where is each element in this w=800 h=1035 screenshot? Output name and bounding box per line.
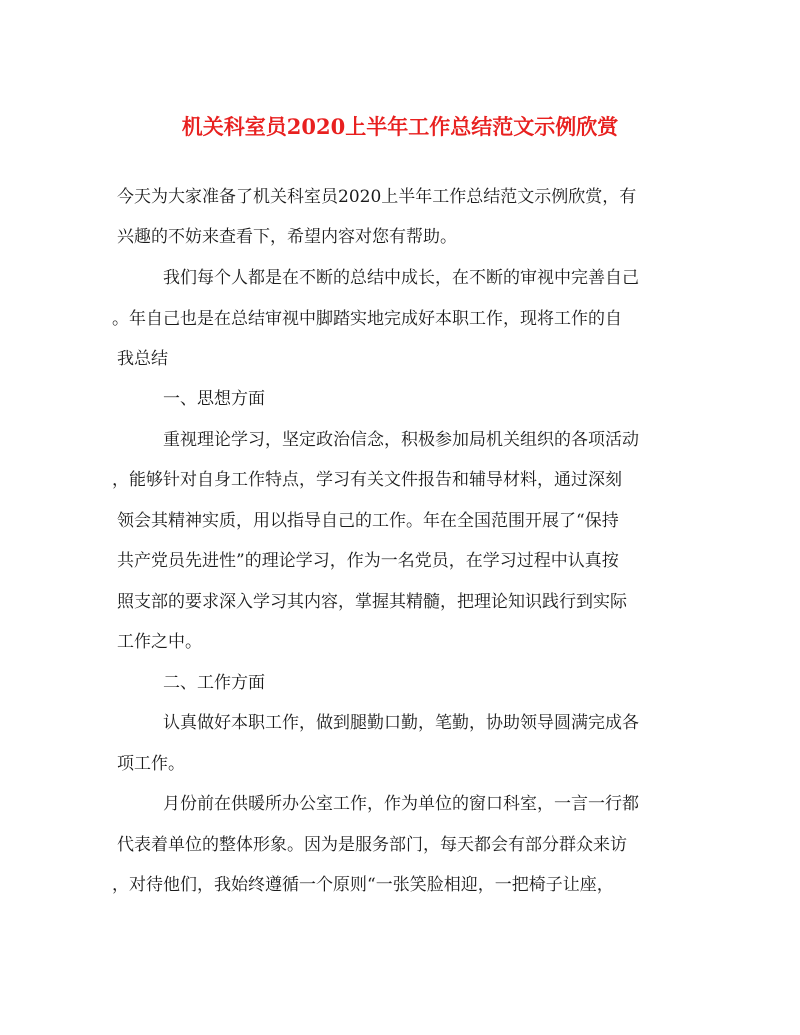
section-heading: 一、思想方面 [163,389,265,409]
text-line: 今天为大家准备了机关科室员2020上半年工作总结范文示例欣赏，有 [117,187,637,207]
text-line: 月份前在供暖所办公室工作，作为单位的窗口科室，一言一行都 [163,794,639,814]
text-line: 我们每个人都是在不断的总结中成长，在不断的审视中完善自己 [163,268,639,288]
section-heading: 二、工作方面 [163,673,265,693]
text-line: 工作之中。 [117,632,202,652]
text-line: 代表着单位的整体形象。因为是服务部门，每天都会有部分群众来访 [117,835,627,855]
text-line: 共产党员先进性”的理论学习，作为一名党员，在学习过程中认真按 [117,551,619,571]
text-line: 重视理论学习，坚定政治信念，积极参加局机关组织的各项活动 [163,430,639,450]
text-line: 我总结 [117,349,168,369]
text-line: 领会其精神实质，用以指导自己的工作。年在全国范围开展了“保持 [117,511,619,531]
text-line: ，对待他们，我始终遵循一个原则“一张笑脸相迎，一把椅子让座， [112,875,614,895]
document-title: 机关科室员2020上半年工作总结范文示例欣赏 [181,114,619,139]
text-line: 认真做好本职工作，做到腿勤口勤，笔勤，协助领导圆满完成各 [163,713,639,733]
text-line: ，能够针对自身工作特点，学习有关文件报告和辅导材料，通过深刻 [112,470,622,490]
text-line: 项工作。 [117,754,185,774]
text-line: 。年自己也是在总结审视中脚踏实地完成好本职工作，现将工作的自 [112,309,622,329]
text-line: 照支部的要求深入学习其内容，掌握其精髓，把理论知识践行到实际 [117,592,627,612]
text-line: 兴趣的不妨来查看下，希望内容对您有帮助。 [117,227,457,247]
